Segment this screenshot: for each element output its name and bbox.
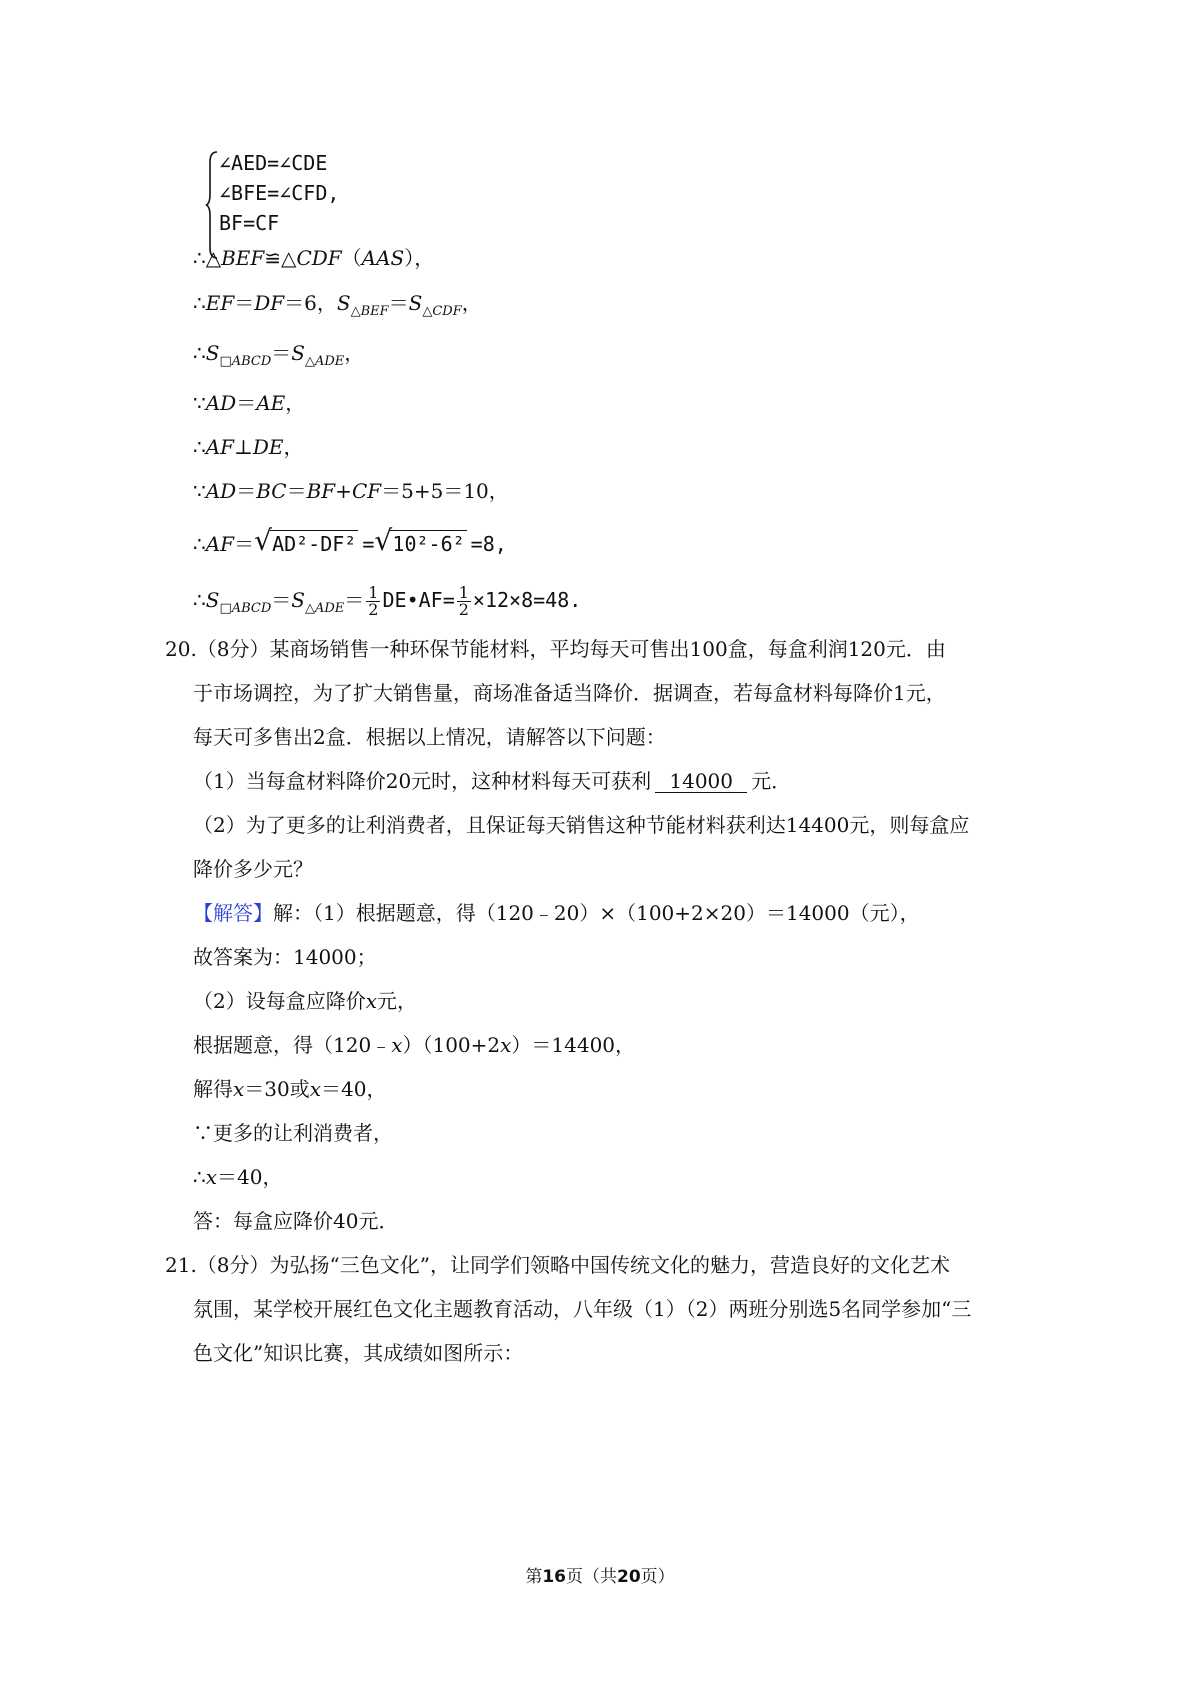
- q21-line-3: 色文化”知识比赛，其成绩如图所示：: [193, 1341, 524, 1365]
- proof-line-area-result: $\therefore S_{□ABCD}=S_{\triangle ADE}=$ $\frac{1}{2}$ DE•AF= $\frac{1}{2}$ ×12×8=48.: [193, 583, 582, 619]
- fraction-one-half-2: $\frac{1}{2}$: [458, 583, 469, 619]
- sqrt-expression-2: √ 10²-6²: [374, 524, 465, 557]
- sqrt-expression-1: √ AD²-DF²: [254, 524, 357, 557]
- proof-line-perpendicular: ∴AF⊥DE，: [193, 435, 304, 459]
- left-brace-icon: [205, 150, 219, 260]
- q20-answer-blank: 14000: [655, 770, 747, 793]
- equation-system: [205, 150, 425, 260]
- q20-solution-2: 故答案为：14000；: [193, 945, 377, 969]
- proof-line-ad-bc: ∵AD＝BC＝BF+CF＝5+5＝10，: [193, 479, 509, 503]
- solution-tag: 【解答】: [193, 901, 273, 925]
- q20-part-2-line-1: （2）为了更多的让利消费者，且保证每天销售这种节能材料获利达14400元，则每盒应: [193, 813, 970, 837]
- system-row-1: ∠AED=∠CDE: [219, 151, 328, 175]
- system-row-2: ∠BFE=∠CFD,: [219, 181, 340, 205]
- q21-line-2: 氛围，某学校开展红色文化主题教育活动，八年级（1）（2）两班分别选5名同学参加“三: [193, 1297, 972, 1321]
- proof-line-ad-ae: ∵AD＝AE，: [193, 391, 306, 415]
- q20-solution-1: 【解答】解：（1）根据题意，得（120﹣20）×（100+2×20）＝14000（元），: [193, 901, 920, 925]
- q20-solution-7: ∴x＝40，: [193, 1165, 283, 1189]
- q20-line-3: 每天可多售出2盒．根据以上情况，请解答以下问题：: [193, 725, 666, 749]
- system-row-3: BF=CF: [219, 211, 280, 235]
- fraction-one-half-1: $\frac{1}{2}$: [368, 583, 379, 619]
- q20-line-2: 于市场调控，为了扩大销售量，商场准备适当降价．据调查，若每盒材料每降价1元，: [193, 681, 946, 705]
- q20-solution-3: （2）设每盒应降价x元，: [193, 989, 418, 1013]
- q20-solution-4: 根据题意，得（120﹣x）（100+2x）＝14400，: [193, 1033, 636, 1057]
- proof-line-af-sqrt: ∴AF＝ √ AD²-DF² = √ 10²-6² =8,: [193, 524, 507, 557]
- q20-solution-8: 答：每盒应降价40元．: [193, 1209, 399, 1233]
- total-page-number: 20: [617, 1567, 641, 1587]
- q20-part-2-line-2: 降价多少元？: [193, 857, 313, 881]
- proof-line-ef-df: ∴EF＝DF＝6，$S_{\triangle BEF}=S_{\triangle CDF}$，: [193, 291, 482, 319]
- current-page-number: 16: [542, 1567, 566, 1587]
- q20-line-1: 20.（8分）某商场销售一种环保节能材料，平均每天可售出100盒，每盒利润120元．由: [165, 637, 946, 661]
- page-footer: 第16页（共20页）: [525, 1567, 675, 1587]
- q20-solution-5: 解得x＝30或x＝40，: [193, 1077, 387, 1101]
- q21-line-1: 21.（8分）为弘扬“三色文化”，让同学们领略中国传统文化的魅力，营造良好的文化艺术: [165, 1253, 950, 1277]
- q20-part-1: （1）当每盒材料降价20元时，这种材料每天可获利 14000 元．: [193, 769, 792, 793]
- proof-line-congruent: ∴△BEF≌△CDF（AAS），: [193, 246, 435, 270]
- proof-line-area-equal: $\therefore S_{□ABCD}=S_{\triangle ADE}$，: [193, 341, 365, 369]
- q20-solution-6: ∵更多的让利消费者，: [193, 1121, 393, 1145]
